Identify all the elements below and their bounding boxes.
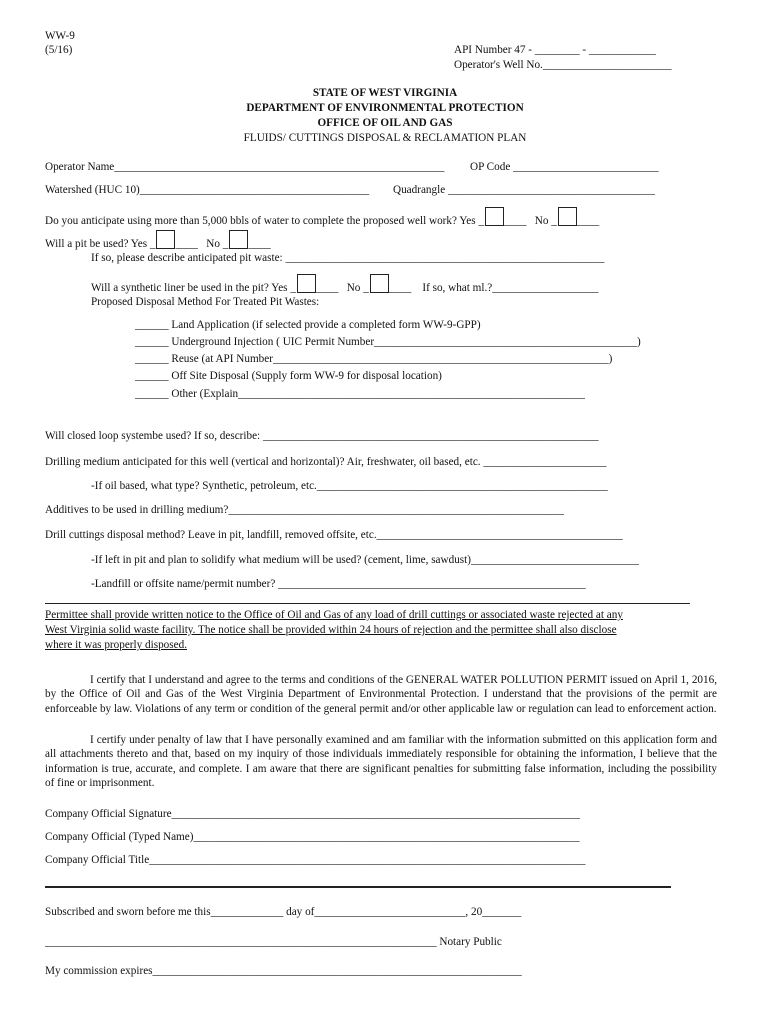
additives-field[interactable]: Additives to be used in drilling medium?____________________________________________________________: [45, 504, 564, 516]
water-yes-checkbox[interactable]: [485, 207, 504, 226]
header-office: OFFICE OF OIL AND GAS: [317, 117, 453, 129]
water-no-blank: _: [551, 215, 557, 227]
liner-yes-fill: ____: [315, 282, 339, 294]
notary-divider: [45, 886, 671, 888]
liner-ml-field[interactable]: If so, what ml.?___________________: [422, 282, 599, 294]
operator-well-field[interactable]: Operator's Well No._______________________: [454, 59, 672, 71]
closed-loop-field[interactable]: Will closed loop systembe used? If so, describe: ____________________________________________________________: [45, 430, 599, 442]
pit-yes-blank: _: [149, 238, 156, 250]
liner-no-fill: ____: [388, 282, 412, 294]
water-usage-question: [45, 207, 599, 227]
disposal-option-offsite[interactable]: ______ Off Site Disposal (Supply form WW-9 for disposal location): [135, 370, 442, 382]
liner-yes-blank: _: [290, 282, 296, 294]
disposal-option-other[interactable]: ______ Other (Explain______________________________________________________________: [135, 388, 585, 400]
liner-yes-checkbox[interactable]: [297, 274, 316, 293]
quadrangle-field[interactable]: Quadrangle _____________________________________: [393, 184, 655, 196]
operator-name-field[interactable]: Operator Name___________________________________________________________: [45, 161, 445, 173]
disposal-option-reuse[interactable]: ______ Reuse (at API Number____________________________________________________________): [135, 353, 613, 365]
subscribed-sworn-field[interactable]: Subscribed and sworn before me this_____________ day of___________________________, 20_______: [45, 906, 522, 918]
drilling-medium-field[interactable]: Drilling medium anticipated for this well (vertical and horizontal)? Air, freshwater, oil based, etc. ______________________: [45, 456, 607, 468]
water-question-text: Do you anticipate using more than 5,000 bbls of water to complete the proposed well work? Yes: [45, 215, 476, 227]
pit-no-fill: ____: [248, 238, 271, 250]
official-title-field[interactable]: Company Official Title______________________________________________________________________________: [45, 854, 586, 866]
form-revision: (5/16): [45, 44, 73, 56]
certification-paragraph-1: I certify that I understand and agree to the terms and conditions of the GENERAL WATER POLLUTION PERMIT issued on April 1, 2016, by the Office of Oil and Gas of the West Virginia Department of Environmental Protection. I understand that the provisions of the permit are enforceable by law. Violations of any term or condition of the general permit and/or other applicable law or regulation can lead to enforcement action.: [45, 674, 717, 715]
commission-expires-field[interactable]: My commission expires__________________________________________________________________: [45, 965, 522, 977]
certification-paragraph-2: I certify under penalty of law that I have personally examined and am familiar with the information submitted on this application form and all attachments thereto and that, based on my inquiry of those individuals immediately responsible for obtaining the information, I believe that the information is true, accurate, and complete. I am aware that there are significant penalties for submitting false information, including the possibility of fine or imprisonment.: [45, 734, 717, 789]
water-no-checkbox[interactable]: [558, 207, 577, 226]
signature-field[interactable]: Company Official Signature_________________________________________________________________________: [45, 808, 580, 820]
notary-public-field[interactable]: ______________________________________________________________________ Notary Public: [45, 936, 502, 948]
section-divider: [45, 603, 690, 604]
op-code-field[interactable]: OP Code __________________________: [470, 161, 659, 173]
pit-waste-field[interactable]: If so, please describe anticipated pit waste: _________________________________________________________: [91, 252, 605, 264]
header-state: STATE OF WEST VIRGINIA: [312, 87, 458, 99]
water-yes-blank: _: [478, 215, 485, 227]
liner-no-blank: _: [363, 282, 369, 294]
liner-no-checkbox[interactable]: [370, 274, 389, 293]
pit-yes-checkbox[interactable]: [156, 230, 175, 249]
notice-line-1: Permittee shall provide written notice to the Office of Oil and Gas of any load of drill cuttings or associated waste rejected at any: [45, 609, 623, 621]
solidify-medium-field[interactable]: -If left in pit and plan to solidify what medium will be used? (cement, lime, sawdust)______________________________: [91, 554, 639, 566]
pit-question-text: Will a pit be used? Yes: [45, 238, 148, 250]
disposal-option-underground-injection[interactable]: ______ Underground Injection ( UIC Permit Number_______________________________________________): [135, 336, 641, 348]
liner-question-text: Will a synthetic liner be used in the pit? Yes: [91, 282, 288, 294]
cuttings-disposal-field[interactable]: Drill cuttings disposal method? Leave in pit, landfill, removed offsite, etc.____________________________________________: [45, 529, 623, 541]
notice-line-2: West Virginia solid waste facility. The notice shall be provided within 24 hours of rejection and the permittee shall also disclose: [45, 624, 617, 636]
pit-yes-fill: ____: [175, 238, 198, 250]
header-plan-title: FLUIDS/ CUTTINGS DISPOSAL & RECLAMATION PLAN: [243, 132, 527, 144]
water-yes-fill: ____: [504, 215, 527, 227]
pit-no-checkbox[interactable]: [229, 230, 248, 249]
notice-line-3: where it was properly disposed.: [45, 639, 187, 651]
disposal-option-land-application[interactable]: ______ Land Application (if selected provide a completed form WW-9-GPP): [135, 319, 481, 331]
form-id: WW-9: [45, 30, 75, 42]
pit-no-label: No: [206, 238, 220, 250]
disposal-method-title: Proposed Disposal Method For Treated Pit Wastes:: [91, 296, 320, 308]
water-no-label: No: [534, 215, 549, 227]
header-department: DEPARTMENT OF ENVIRONMENTAL PROTECTION: [246, 102, 524, 114]
landfill-permit-field[interactable]: -Landfill or offsite name/permit number? _______________________________________________________: [91, 578, 586, 590]
water-no-fill: ____: [576, 215, 600, 227]
pit-no-blank: _: [222, 238, 229, 250]
liner-no-label: No: [346, 282, 361, 294]
api-number-field[interactable]: API Number 47 - ________ - ____________: [454, 44, 656, 56]
liner-question: [91, 274, 599, 294]
watershed-field[interactable]: Watershed (HUC 10)_________________________________________: [45, 184, 370, 196]
typed-name-field[interactable]: Company Official (Typed Name)_____________________________________________________________________: [45, 831, 580, 843]
oil-type-field[interactable]: -If oil based, what type? Synthetic, petroleum, etc.____________________________________________________: [91, 480, 608, 492]
pit-question: [45, 230, 271, 250]
